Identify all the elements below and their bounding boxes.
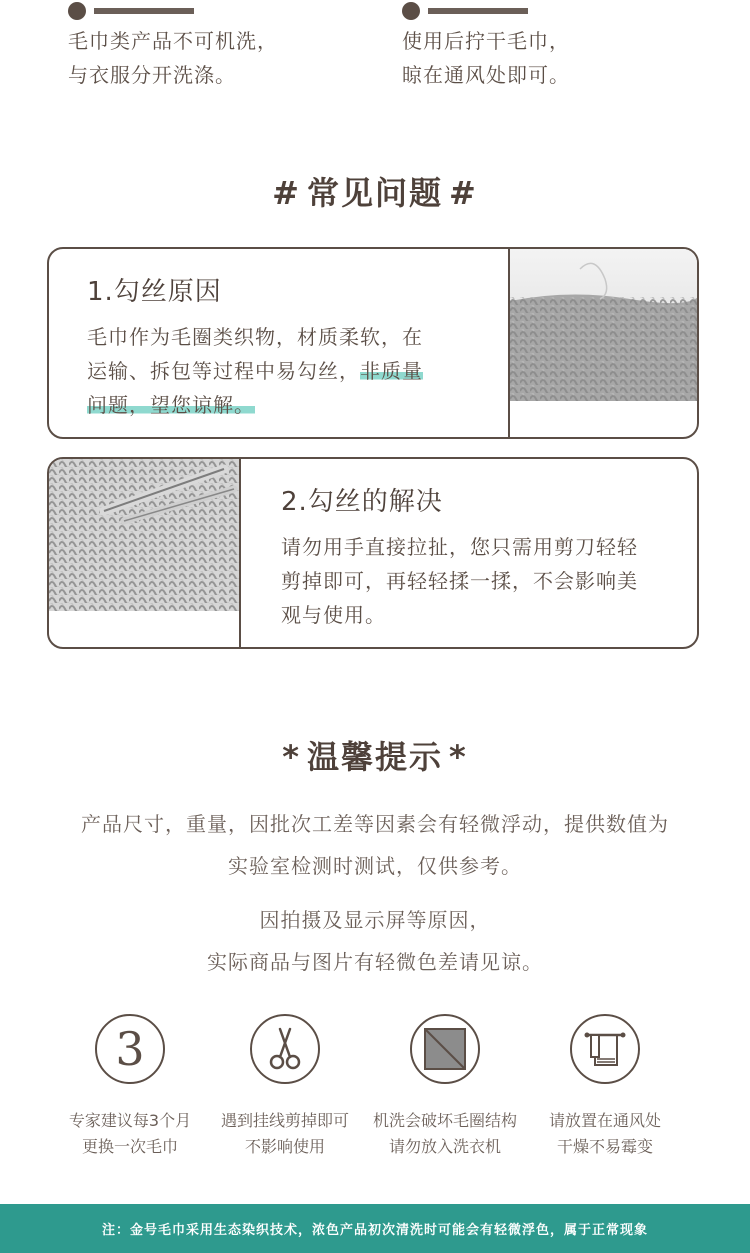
asterisk-mark: *	[282, 738, 301, 776]
icon-caption: 不影响使用	[244, 1137, 325, 1156]
faq-card-text	[87, 249, 507, 422]
no-washing-machine-icon	[410, 1014, 480, 1084]
tip-replace-every-3-months	[50, 1014, 210, 1160]
footer-note-bar	[0, 1204, 750, 1253]
care-heading-cropped	[402, 2, 528, 20]
care-instruction-dry	[402, 24, 570, 92]
faq-section-title	[0, 168, 750, 214]
tips-title-text: 温馨提示	[306, 738, 443, 776]
faq-card-title: 1.勾丝原因	[87, 277, 222, 307]
tip-text-line: 产品尺寸，重量，因批次工差等因素会有轻微浮动，提供数值为	[81, 812, 669, 836]
faq-card-body: 请勿用手直接拉扯，您只需用剪刀轻轻 剪掉即可，再轻轻揉一揉，不会影响美 观与使用。	[281, 535, 638, 627]
number-3-icon: 3	[95, 1014, 165, 1084]
icon-caption: 更换一次毛巾	[81, 1137, 178, 1156]
asterisk-mark: *	[449, 738, 468, 776]
tip-ventilated-storage	[525, 1014, 685, 1160]
icon-caption: 遇到挂线剪掉即可	[220, 1111, 349, 1130]
tips-section-title	[0, 732, 750, 778]
faq-card-snag-cause	[47, 247, 699, 439]
tip-cut-loose-threads	[205, 1014, 365, 1160]
tip-text-line: 因拍摄及显示屏等原因，	[259, 908, 491, 932]
towel-closeup-image	[510, 249, 699, 401]
faq-title-text: 常见问题	[306, 174, 443, 212]
scissors-cutting-towel-image	[49, 459, 239, 611]
care-bullet-icon	[402, 2, 420, 20]
tip-no-machine-wash	[365, 1014, 525, 1160]
faq-card-snag-solution	[47, 457, 699, 649]
icon-caption: 请勿放入洗衣机	[388, 1137, 501, 1156]
icon-caption: 干燥不易霉变	[556, 1137, 653, 1156]
tip-text-line: 实际商品与图片有轻微色差请见谅。	[207, 950, 543, 974]
faq-card-title: 2.勾丝的解决	[281, 487, 443, 517]
care-text-line: 毛巾类产品不可机洗，	[68, 29, 278, 53]
faq-card-body: 毛巾作为毛圈类织物，材质柔软，在 运输、拆包等过程中易勾丝，非质量 问题，望您谅解。	[87, 325, 423, 417]
tip-text-line: 实验室检测时测试，仅供参考。	[228, 854, 522, 878]
hash-mark: #	[449, 174, 478, 212]
care-text-line: 晾在通风处即可。	[402, 63, 570, 87]
care-heading-cropped	[68, 2, 194, 20]
towel-rack-icon	[570, 1014, 640, 1084]
icon-caption: 机洗会破坏毛圈结构	[372, 1111, 517, 1130]
care-instruction-wash	[68, 24, 278, 92]
faq-card-text	[281, 459, 691, 632]
hash-mark: #	[272, 174, 301, 212]
icon-caption: 请放置在通风处	[548, 1111, 661, 1130]
footer-note-text: 注：金号毛巾采用生态染织技术，浓色产品初次清洗时可能会有轻微浮色，属于正常现象	[101, 1223, 648, 1238]
icon-caption: 专家建议每3个月	[68, 1111, 192, 1130]
care-text-line: 使用后拧干毛巾，	[402, 29, 570, 53]
care-text-line: 与衣服分开洗涤。	[68, 63, 236, 87]
care-bullet-icon	[68, 2, 86, 20]
scissors-icon	[250, 1014, 320, 1084]
